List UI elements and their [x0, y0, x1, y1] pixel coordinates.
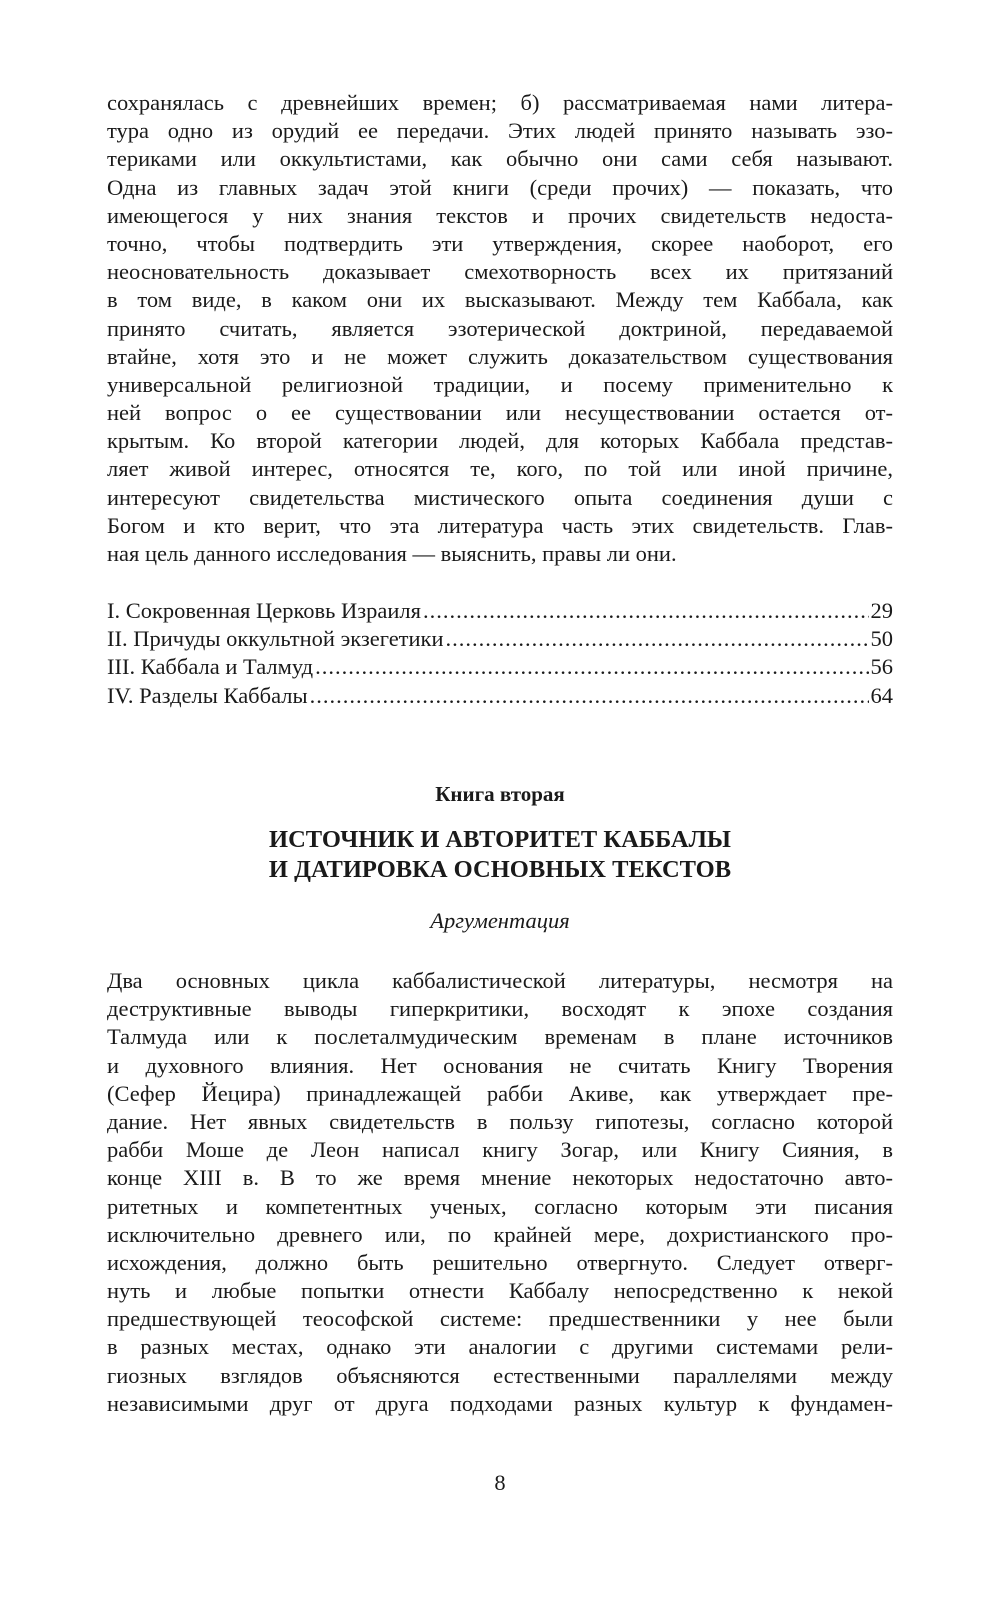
text-line: принято считать, является эзотерической доктриной, передаваемой — [107, 315, 893, 341]
text-line: сохранялась с древнейших времен; б) рассматриваемая нами литера- — [107, 90, 893, 115]
toc-leader-dots — [310, 682, 869, 710]
text-line: гиозных взглядов объясняются естественными параллелями между — [107, 1362, 893, 1388]
text-line: исхождения, должно быть решительно отвергнуто. Следует отверг- — [107, 1249, 893, 1275]
text-line: конце XIII в. В то же время мнение некоторых недостаточно авто- — [107, 1165, 893, 1191]
text-line: (Сефер Йецира) принадлежащей рабби Акиве, как утверждает пре- — [107, 1080, 893, 1106]
section-title — [0, 825, 1000, 885]
toc-entry — [107, 682, 893, 710]
text-line: втайне, хотя это и не может служить доказательством существования — [107, 343, 893, 369]
section-title-line: И ДАТИРОВКА ОСНОВНЫХ ТЕКСТОВ — [268, 856, 732, 883]
toc-entry — [107, 625, 893, 653]
text-line: ней вопрос о ее существовании или несуществовании остается от- — [107, 400, 893, 426]
paragraph-argument — [107, 967, 893, 1418]
text-line: неосновательность доказывает смехотворность всех их притязаний — [107, 259, 893, 285]
text-line: независимыми друг от друга подходами разных культур к фундамен- — [107, 1390, 893, 1416]
paragraph-continued — [107, 89, 893, 568]
book-label: Книга вторая — [435, 782, 565, 806]
toc-entry-title: II. Причуды оккультной экзегетики — [107, 626, 444, 652]
text-line: в том виде, в каком они их высказывают. Между тем Каббала, как — [107, 287, 893, 313]
text-line: в разных местах, однако эти аналогии с другими системами рели- — [107, 1334, 893, 1360]
text-line: териками или оккультистами, как обычно они сами себя называют. — [107, 146, 893, 172]
text-line: ляет живой интерес, относятся те, кого, по той или иной причине, — [107, 456, 893, 482]
text-line: интересуют свидетельства мистического опыта соединения души с — [107, 484, 893, 510]
toc-entry — [107, 597, 893, 625]
toc-entry-page: 50 — [870, 626, 893, 652]
table-of-contents — [107, 597, 893, 710]
text-line: рабби Моше де Леон написал книгу Зогар, или Книгу Сияния, в — [107, 1137, 893, 1163]
toc-entry-title: IV. Разделы Каббалы — [107, 682, 308, 708]
text-line: Талмуда или к послеталмудическим временам в плане источников — [107, 1024, 893, 1050]
text-line: Два основных цикла каббалистической литературы, несмотря на — [107, 968, 893, 993]
toc-leader-dots — [423, 597, 869, 625]
text-line: универсальной религиозной традиции, и посему применительно к — [107, 371, 893, 397]
toc-leader-dots — [315, 653, 868, 681]
text-line: ритетных и компетентных ученых, согласно которым эти писания — [107, 1193, 893, 1219]
text-line: и духовного влияния. Нет основания не считать Книгу Творения — [107, 1052, 893, 1078]
text-line: точно, чтобы подтвердить эти утверждения, скорее наоборот, его — [107, 230, 893, 256]
section-title-line: ИСТОЧНИК И АВТОРИТЕТ КАББАЛЫ — [269, 826, 731, 853]
toc-entry-page: 56 — [870, 654, 893, 680]
toc-entry-page: 64 — [870, 682, 893, 708]
toc-leader-dots — [446, 625, 869, 653]
text-line: Богом и кто верит, что эта литература часть этих свидетельств. Глав- — [107, 512, 893, 538]
text-line: исключительно древнего или, по крайней мере, дохристианского про- — [107, 1221, 893, 1247]
text-line: дание. Нет явных свидетельств в пользу гипотезы, согласно которой — [107, 1108, 893, 1134]
section-subtitle: Аргументация — [430, 908, 570, 933]
text-line: тура одно из орудий ее передачи. Этих людей принято называть эзо- — [107, 118, 893, 144]
page-number: 8 — [494, 1470, 506, 1495]
toc-entry-title: I. Сокровенная Церковь Израиля — [107, 598, 421, 623]
text-line: предшествующей теософской системе: предшественники у нее были — [107, 1306, 893, 1332]
text-line: деструктивные выводы гиперкритики, восходят к эпохе создания — [107, 996, 893, 1022]
text-line: имеющегося у них знания текстов и прочих свидетельств недоста- — [107, 202, 893, 228]
text-line: Одна из главных задач этой книги (среди прочих) — показать, что — [107, 174, 893, 200]
text-line: ная цель данного исследования — выяснить, правы ли они. — [107, 541, 677, 566]
text-line: нуть и любые попытки отнести Каббалу непосредственно к некой — [107, 1278, 893, 1304]
toc-entry-page: 29 — [870, 598, 893, 623]
toc-entry — [107, 653, 893, 681]
toc-entry-title: III. Каббала и Талмуд — [107, 654, 314, 680]
text-line: крытым. Ко второй категории людей, для которых Каббала представ- — [107, 428, 893, 454]
